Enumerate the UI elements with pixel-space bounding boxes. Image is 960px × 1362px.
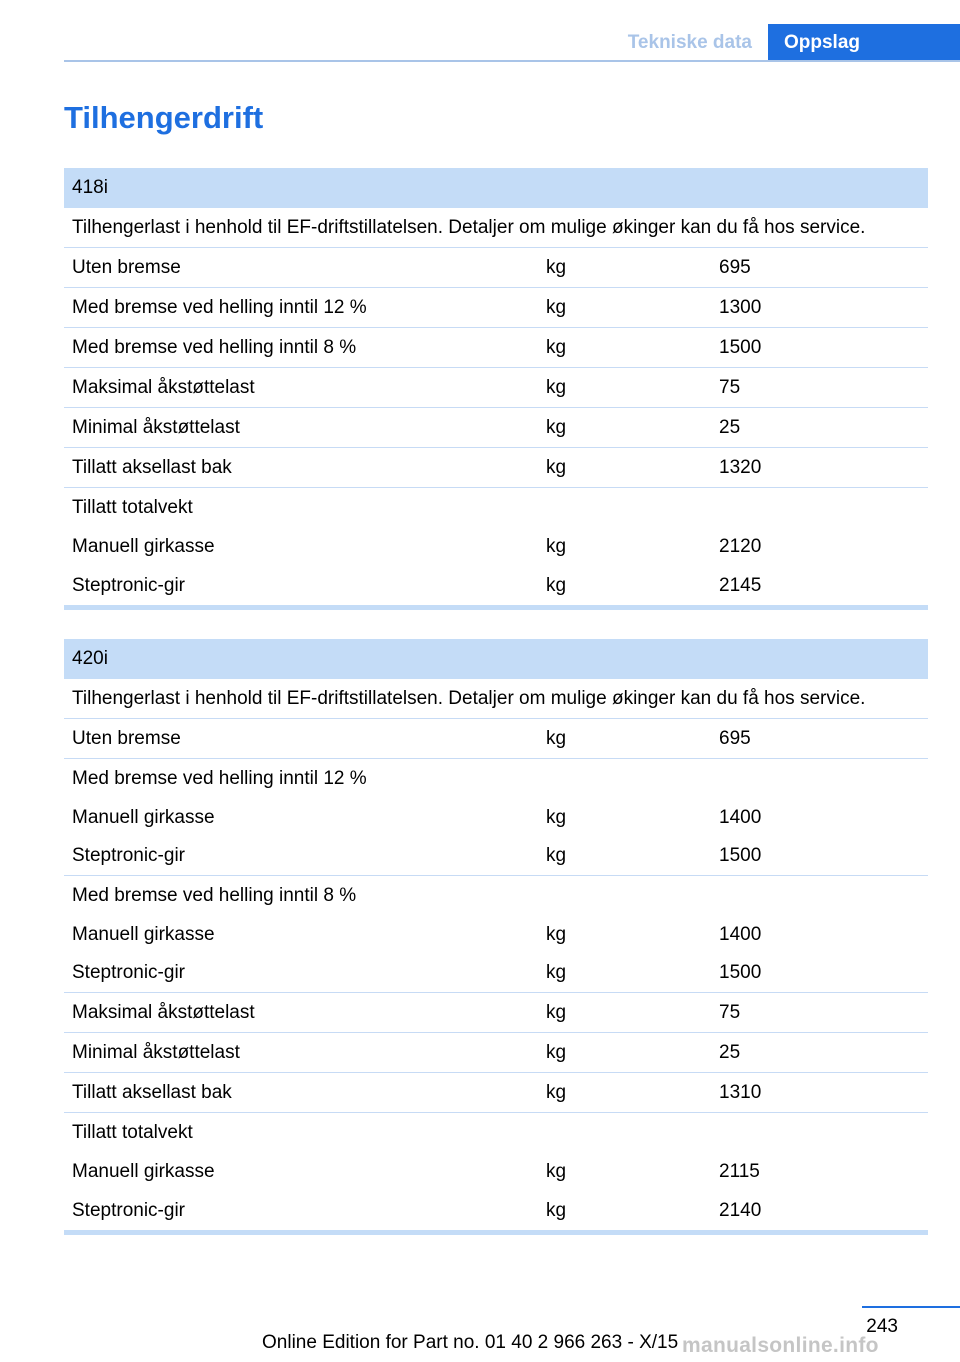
row-unit: kg bbox=[546, 727, 567, 749]
row-unit: kg bbox=[546, 574, 567, 596]
row-unit: kg bbox=[546, 456, 567, 478]
spec-table-418i bbox=[64, 168, 928, 610]
group-heading-row bbox=[64, 1113, 928, 1152]
tab-tekniske-data[interactable]: Tekniske data bbox=[627, 31, 752, 53]
group-heading-row bbox=[64, 759, 928, 798]
table-row bbox=[64, 288, 928, 328]
row-label: Steptronic-gir bbox=[72, 1199, 185, 1221]
row-value: 75 bbox=[719, 1001, 741, 1023]
row-unit: kg bbox=[546, 1160, 567, 1182]
row-label: Uten bremse bbox=[72, 256, 181, 278]
row-label: Minimal åkstøttelast bbox=[72, 416, 240, 438]
table-row bbox=[64, 1073, 928, 1113]
table-row bbox=[64, 1033, 928, 1073]
table-row bbox=[64, 837, 928, 876]
row-value: 695 bbox=[719, 727, 751, 749]
row-value: 2115 bbox=[719, 1160, 760, 1182]
table-row bbox=[64, 1152, 928, 1191]
row-value: 2145 bbox=[719, 574, 762, 596]
tab-oppslag[interactable]: Oppslag bbox=[768, 24, 960, 61]
row-label: Manuell girkasse bbox=[72, 923, 215, 945]
row-unit: kg bbox=[546, 806, 567, 828]
table-row bbox=[64, 993, 928, 1033]
row-value: 25 bbox=[719, 416, 741, 438]
row-value: 1500 bbox=[719, 336, 762, 358]
row-value: 1310 bbox=[719, 1081, 762, 1103]
table-row bbox=[64, 368, 928, 408]
row-unit: kg bbox=[546, 1199, 567, 1221]
row-label: Steptronic-gir bbox=[72, 962, 185, 983]
group-heading-row bbox=[64, 488, 928, 527]
row-unit: kg bbox=[546, 376, 567, 398]
row-value: 1300 bbox=[719, 296, 762, 318]
row-label: Med bremse ved helling inntil 8 % bbox=[72, 336, 357, 358]
row-value: 75 bbox=[719, 376, 741, 398]
row-unit: kg bbox=[546, 923, 567, 945]
row-label: Steptronic-gir bbox=[72, 845, 185, 866]
model-label: 420i bbox=[72, 648, 108, 669]
row-label: Manuell girkasse bbox=[72, 1160, 215, 1182]
row-label: Manuell girkasse bbox=[72, 535, 215, 557]
table-row bbox=[64, 954, 928, 993]
row-label: Tillatt aksellast bak bbox=[72, 1081, 232, 1103]
group-heading-row bbox=[64, 876, 928, 915]
row-value: 695 bbox=[719, 256, 751, 278]
table-note: Tilhengerlast i henhold til EF-driftstillatelsen. Detaljer om mulige økinger kan du få hos service. bbox=[72, 216, 866, 238]
model-label: 418i bbox=[72, 177, 108, 198]
row-label: Steptronic-gir bbox=[72, 574, 185, 596]
row-value: 1400 bbox=[719, 806, 762, 828]
table-row bbox=[64, 1191, 928, 1230]
row-label: Maksimal åkstøttelast bbox=[72, 1001, 255, 1023]
row-label: Maksimal åkstøttelast bbox=[72, 376, 255, 398]
table-row bbox=[64, 915, 928, 954]
row-value: 1500 bbox=[719, 845, 762, 866]
row-unit: kg bbox=[546, 256, 567, 278]
group-heading: Med bremse ved helling inntil 8 % bbox=[72, 884, 357, 906]
table-row bbox=[64, 448, 928, 488]
header-tabs bbox=[612, 24, 960, 61]
group-heading: Tillatt totalvekt bbox=[72, 1121, 193, 1143]
table-note-row bbox=[64, 208, 928, 248]
row-label: Med bremse ved helling inntil 12 % bbox=[72, 296, 367, 318]
table-bottom-rule bbox=[64, 1230, 928, 1235]
row-value: 2140 bbox=[719, 1199, 762, 1221]
row-value: 25 bbox=[719, 1041, 741, 1063]
table-row bbox=[64, 248, 928, 288]
row-unit: kg bbox=[546, 1001, 567, 1023]
row-unit: kg bbox=[546, 962, 567, 983]
row-label: Tillatt aksellast bak bbox=[72, 456, 232, 478]
table-model-row bbox=[64, 639, 928, 679]
group-heading: Tillatt totalvekt bbox=[72, 496, 193, 518]
row-value: 2120 bbox=[719, 535, 762, 557]
table-row bbox=[64, 566, 928, 605]
table-note-row bbox=[64, 679, 928, 719]
row-unit: kg bbox=[546, 1081, 567, 1103]
footer-rule bbox=[862, 1306, 960, 1308]
row-value: 1400 bbox=[719, 923, 762, 945]
header-rule bbox=[64, 60, 960, 62]
table-row bbox=[64, 408, 928, 448]
row-label: Minimal åkstøttelast bbox=[72, 1041, 240, 1063]
page-number: 243 bbox=[866, 1316, 898, 1337]
table-row bbox=[64, 328, 928, 368]
table-note: Tilhengerlast i henhold til EF-driftstillatelsen. Detaljer om mulige økinger kan du få hos service. bbox=[72, 687, 866, 709]
row-unit: kg bbox=[546, 416, 567, 438]
row-value: 1320 bbox=[719, 456, 762, 478]
row-unit: kg bbox=[546, 845, 567, 866]
footer-edition: Online Edition for Part no. 01 40 2 966 263 - X/15 bbox=[262, 1332, 679, 1353]
page-title: Tilhengerdrift bbox=[64, 100, 264, 135]
table-bottom-rule bbox=[64, 605, 928, 610]
table-row bbox=[64, 719, 928, 759]
watermark: manualsonline.info bbox=[682, 1334, 879, 1357]
row-label: Manuell girkasse bbox=[72, 806, 215, 828]
row-unit: kg bbox=[546, 535, 567, 557]
row-unit: kg bbox=[546, 1041, 567, 1063]
table-model-row bbox=[64, 168, 928, 208]
table-row bbox=[64, 527, 928, 566]
row-value: 1500 bbox=[719, 962, 762, 983]
table-row bbox=[64, 798, 928, 837]
row-label: Uten bremse bbox=[72, 727, 181, 749]
spec-table-420i bbox=[64, 639, 928, 1235]
row-unit: kg bbox=[546, 296, 567, 318]
row-unit: kg bbox=[546, 336, 567, 358]
group-heading: Med bremse ved helling inntil 12 % bbox=[72, 767, 367, 789]
